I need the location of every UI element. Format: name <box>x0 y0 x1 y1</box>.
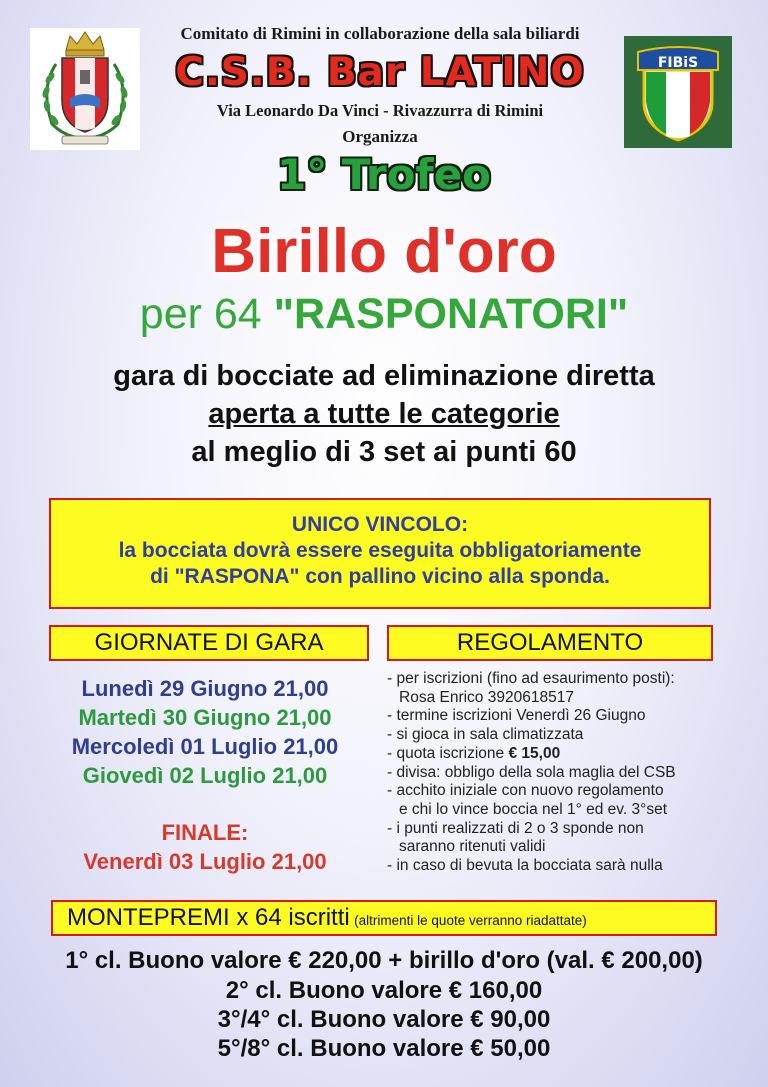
vincolo-line-1: la bocciata dovrà essere eseguita obbligatoriamente <box>118 539 642 562</box>
rule-4-value: € 15,00 <box>508 744 561 762</box>
rule-8: - in caso di bevuta la bocciata sarà nulla <box>387 857 663 875</box>
trofeo-heading: 1° Trofeo <box>276 150 492 199</box>
header-organizza: Organizza <box>342 127 418 146</box>
montepremi-box <box>51 900 717 936</box>
vincolo-line-2: di "RASPONA" con pallino vicino alla sponda. <box>150 565 610 588</box>
description-line-1: gara di bocciate ad eliminazione diretta <box>113 360 655 392</box>
rule-6-cont: e chi lo vince boccia nel 1° ed ev. 3°set <box>399 800 668 818</box>
rule-6: - acchito iniziale con nuovo regolamento <box>387 782 664 800</box>
rimini-coat-of-arms-logo <box>30 28 140 150</box>
regolamento-header: REGOLAMENTO <box>387 625 713 661</box>
per64-heading <box>0 290 768 339</box>
rule-7: - i punti realizzati di 2 o 3 sponde non <box>387 819 644 837</box>
description-line-2 <box>0 398 768 431</box>
per64-prefix: per 64 <box>139 290 262 338</box>
montepremi-note: (altrimenti le quote verranno riadattate) <box>354 913 587 928</box>
fibis-logo <box>624 36 732 148</box>
description-line-2-text: aperta a tutte le categorie <box>208 398 560 430</box>
description-line-3: al meglio di 3 set ai punti 60 <box>191 436 577 468</box>
date-item-3: Mercoledì 01 Luglio 21,00 <box>71 734 339 759</box>
date-item-1: Lunedì 29 Giugno 21,00 <box>81 676 329 701</box>
header-title: C.S.B. Bar LATINO <box>175 50 585 95</box>
fibis-logo-text: FIBiS <box>657 55 699 71</box>
prize-4: 5°/8° cl. Buono valore € 50,00 <box>217 1035 551 1062</box>
vincolo-title: UNICO VINCOLO: <box>291 513 469 536</box>
montepremi-label: MONTEPREMI x 64 iscritti <box>67 904 350 931</box>
per64-name: "RASPONATORI" <box>273 290 629 338</box>
date-item-4: Giovedì 02 Luglio 21,00 <box>82 763 328 788</box>
rule-1-contact: Rosa Enrico 3920618517 <box>399 688 574 706</box>
giornate-header: GIORNATE DI GARA <box>49 625 369 661</box>
prize-2: 2° cl. Buono valore € 160,00 <box>225 977 543 1004</box>
rule-5: - divisa: obbligo della sola maglia del CSB <box>387 763 676 781</box>
finale-date: Venerdì 03 Luglio 21,00 <box>83 849 327 874</box>
vincolo-box <box>49 498 711 609</box>
date-item-2: Martedì 30 Giugno 21,00 <box>78 705 332 730</box>
regolamento-list <box>387 670 757 876</box>
event-title: Birillo d'oro <box>211 217 557 286</box>
rule-7-cont: saranno ritenuti validi <box>399 838 546 856</box>
rule-4 <box>387 745 757 764</box>
rule-1: - per iscrizioni (fino ad esaurimento posti): <box>387 670 675 687</box>
prize-3: 3°/4° cl. Buono valore € 90,00 <box>217 1006 551 1033</box>
header-address: Via Leonardo Da Vinci - Rivazzurra di Rimini <box>216 101 544 120</box>
finale-label: FINALE: <box>161 820 249 845</box>
prize-1: 1° cl. Buono valore € 220,00 + birillo d'oro (val. € 200,00) <box>65 947 703 974</box>
rule-3: - si gioca in sala climatizzata <box>387 726 584 744</box>
rule-4-prefix: - quota iscrizione <box>387 744 509 762</box>
rule-2: - termine iscrizioni Venerdì 26 Giugno <box>387 707 646 725</box>
header-comitato: Comitato di Rimini in collaborazione della sala biliardi <box>180 24 580 43</box>
